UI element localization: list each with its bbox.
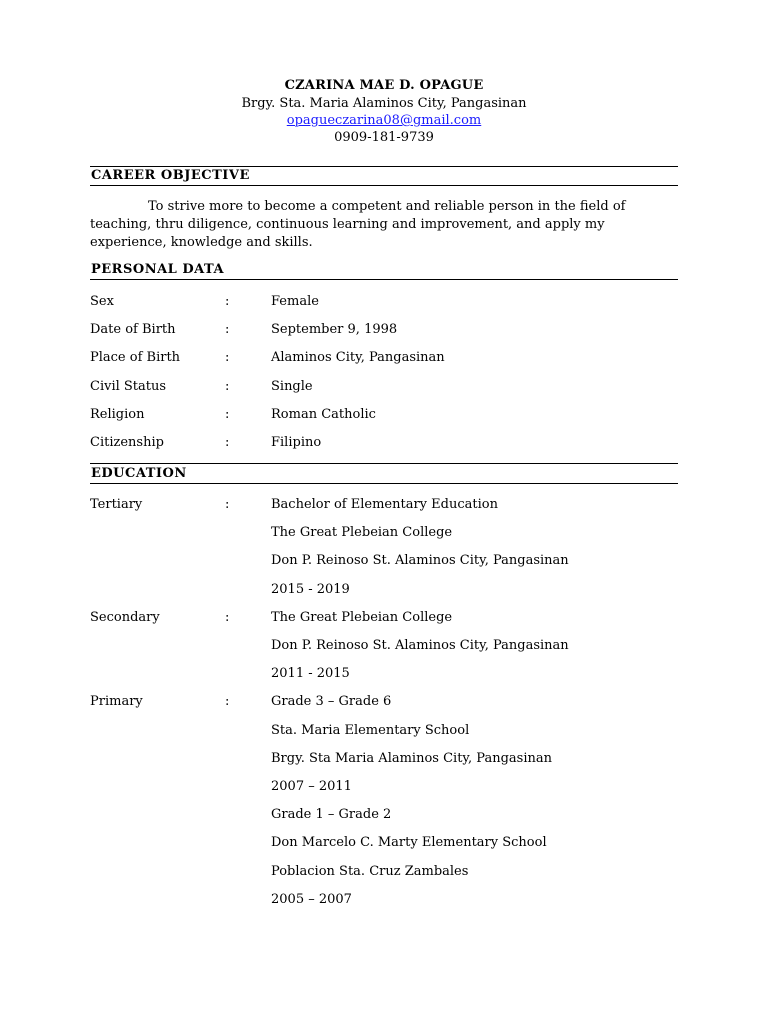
education-row [0, 751, 768, 769]
education-detail: Sta. Maria Elementary School [271, 722, 470, 738]
education-row [0, 610, 768, 628]
objective-paragraph: To strive more to become a competent and reliable person in the field of teaching, thru diligence, continuous learning and improvement, and apply my experience, knowledge and skills. [90, 199, 626, 250]
education-detail: 2007 – 2011 [271, 779, 352, 794]
education-detail: Don P. Reinoso St. Alaminos City, Pangasinan [271, 553, 569, 569]
education-detail: Grade 1 – Grade 2 [271, 807, 392, 823]
education-detail: Grade 3 – Grade 6 [271, 694, 392, 710]
education-row [0, 694, 768, 712]
education-detail: 2015 - 2019 [271, 581, 350, 597]
personal-data-row [0, 379, 768, 397]
section-rule-bottom [90, 483, 678, 484]
education-detail: 2005 – 2007 [271, 891, 352, 907]
education-row [0, 864, 768, 882]
field-label: Citizenship [90, 435, 164, 450]
education-row [0, 892, 768, 910]
field-label: Sex [90, 294, 114, 309]
personal-data-row [0, 294, 768, 312]
personal-data-title: PERSONAL DATA [91, 262, 225, 277]
education-detail: Don Marcelo C. Marty Elementary School [271, 835, 547, 851]
education-row [0, 525, 768, 543]
education-row [0, 666, 768, 684]
field-separator: : [225, 497, 230, 512]
field-value: Roman Catholic [271, 406, 376, 422]
section-rule-bottom [90, 279, 678, 280]
education-row [0, 553, 768, 571]
field-separator: : [225, 609, 230, 625]
career-objective-title: CAREER OBJECTIVE [91, 168, 250, 183]
education-detail: Bachelor of Elementary Education [271, 497, 498, 512]
education-level-label: Secondary [90, 609, 160, 625]
field-separator: : [225, 435, 230, 450]
email-link[interactable]: opagueczarina08@gmail.com [286, 113, 482, 128]
personal-data-row [0, 407, 768, 425]
education-detail: Poblacion Sta. Cruz Zambales [271, 863, 469, 879]
field-label: Date of Birth [90, 322, 176, 338]
education-row [0, 779, 768, 797]
field-value: Female [271, 294, 319, 309]
education-detail: The Great Plebeian College [271, 525, 453, 541]
education-row [0, 835, 768, 853]
education-row [0, 638, 768, 656]
personal-data-row [0, 435, 768, 453]
education-row [0, 582, 768, 600]
field-separator: : [225, 378, 230, 394]
personal-data-row [0, 322, 768, 340]
education-level-label: Primary [90, 694, 143, 710]
applicant-address: Brgy. Sta. Maria Alaminos City, Pangasinan [241, 96, 527, 111]
field-separator: : [225, 406, 230, 422]
field-value: Alaminos City, Pangasinan [271, 350, 445, 366]
education-detail: Don P. Reinoso St. Alaminos City, Pangasinan [271, 638, 569, 653]
education-row [0, 807, 768, 825]
education-detail: The Great Plebeian College [271, 609, 453, 625]
field-label: Place of Birth [90, 350, 181, 366]
field-value: Single [271, 378, 313, 394]
field-label: Civil Status [90, 378, 167, 394]
section-rule-top [90, 463, 678, 464]
education-row [0, 723, 768, 741]
field-label: Religion [90, 406, 145, 422]
career-objective-text [90, 198, 658, 252]
phone-number: 0909-181-9739 [334, 130, 434, 145]
applicant-name: CZARINA MAE D. OPAGUE [284, 78, 484, 93]
section-rule-bottom [90, 185, 678, 186]
field-separator: : [225, 350, 230, 366]
personal-data-row [0, 350, 768, 368]
field-separator: : [225, 694, 230, 710]
field-separator: : [225, 322, 230, 338]
section-rule-top [90, 166, 678, 167]
education-title: EDUCATION [91, 466, 187, 481]
field-value: September 9, 1998 [271, 322, 398, 338]
education-level-label: Tertiary [90, 497, 143, 512]
field-value: Filipino [271, 435, 322, 450]
education-row [0, 497, 768, 515]
field-separator: : [225, 294, 230, 309]
education-detail: 2011 - 2015 [271, 666, 350, 682]
education-detail: Brgy. Sta Maria Alaminos City, Pangasinan [271, 750, 552, 766]
